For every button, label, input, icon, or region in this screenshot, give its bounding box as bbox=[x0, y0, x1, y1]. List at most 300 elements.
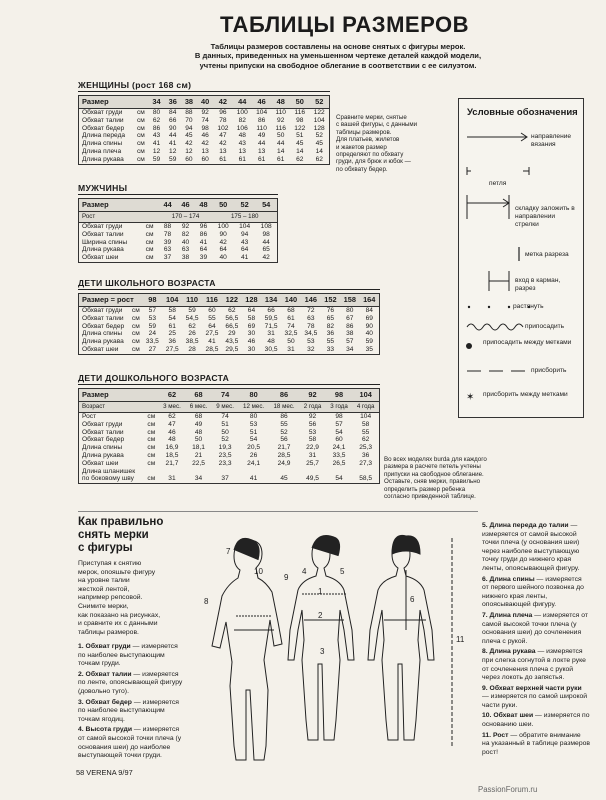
row-label: Обхват груди bbox=[82, 109, 123, 116]
table-cell: 59 bbox=[188, 307, 196, 314]
header-cell: 3 мес. bbox=[159, 402, 186, 413]
table-cell: 128 bbox=[313, 124, 325, 132]
watermark: PassionForum.ru bbox=[478, 785, 538, 794]
text-line: размера в расчете петель учтены bbox=[384, 463, 481, 471]
header-cell: 86 bbox=[269, 389, 299, 402]
row-label: Обхват талии bbox=[82, 314, 124, 322]
table-cell: 100 bbox=[217, 223, 229, 230]
step-text: — измеряется по наиболее выступающим точкам ягодиц. bbox=[78, 698, 179, 723]
table-cell: 28,5 bbox=[277, 451, 291, 459]
preschool-heading: ДЕТИ ДОШКОЛЬНОГО ВОЗРАСТА bbox=[78, 373, 230, 383]
table-cell: 38 bbox=[346, 330, 354, 338]
pocket-opening-icon bbox=[489, 271, 509, 291]
table-cell: 54 bbox=[249, 436, 258, 444]
header-cell: 146 bbox=[301, 294, 321, 307]
table-cell: 90 bbox=[219, 230, 227, 238]
row-label: Длина рукава bbox=[82, 451, 124, 459]
divider bbox=[78, 91, 330, 92]
row-label: Обхват талии bbox=[82, 428, 124, 436]
figure-number: 11 bbox=[456, 635, 465, 644]
header-cell: 92 bbox=[299, 389, 326, 402]
row-unit: см bbox=[131, 314, 140, 322]
table-cell: 25 bbox=[168, 330, 176, 338]
table-cell: 53 bbox=[308, 428, 317, 436]
gather-between-marks-icon bbox=[466, 392, 474, 403]
table-row bbox=[79, 125, 330, 133]
table-cell bbox=[185, 468, 212, 476]
table-cell bbox=[352, 468, 379, 476]
table-cell: 57 bbox=[148, 307, 157, 314]
table-row bbox=[79, 338, 380, 346]
women-size-table bbox=[78, 95, 330, 165]
table-cell: 51 bbox=[249, 428, 258, 436]
table-cell: 71,5 bbox=[264, 322, 278, 330]
legend-label: присборить между метками bbox=[483, 391, 568, 398]
row-unit: см bbox=[131, 338, 140, 346]
header-cell: 6 мес. bbox=[185, 402, 212, 413]
table-row bbox=[79, 421, 380, 429]
header-cell: 68 bbox=[185, 389, 212, 402]
table-cell: 30,5 bbox=[264, 345, 278, 353]
table-cell: 59,5 bbox=[264, 314, 278, 322]
table-cell: 64 bbox=[219, 246, 227, 254]
row-unit: см bbox=[147, 459, 156, 467]
header-cell: 34 bbox=[148, 96, 164, 109]
legend-label: петля bbox=[489, 180, 507, 187]
table-cell: 66 bbox=[169, 116, 177, 124]
table-cell: 122 bbox=[313, 109, 325, 116]
table-row bbox=[79, 315, 380, 323]
step-term: 9. Обхват верхней части руки bbox=[482, 684, 582, 692]
table-cell: 14 bbox=[277, 147, 285, 155]
text-line: Для платьев, жилетов bbox=[336, 136, 400, 144]
table-cell: 22,5 bbox=[192, 459, 205, 467]
row-unit: см bbox=[136, 109, 145, 116]
text-line: Во всех моделях burda для каждого bbox=[384, 456, 487, 463]
row-label: Ширина спины bbox=[82, 238, 128, 246]
table-row bbox=[79, 156, 330, 164]
table-cell: 62 bbox=[315, 155, 323, 163]
measure-title bbox=[78, 516, 163, 555]
table-cell: 38 bbox=[181, 254, 190, 262]
table-cell: 68 bbox=[194, 413, 203, 420]
table-cell: 52 bbox=[221, 436, 229, 444]
text-line: Сравните мерки, снятые bbox=[336, 114, 407, 121]
figure-number: 7 bbox=[226, 547, 231, 556]
text-line: на уровне талии bbox=[78, 577, 130, 585]
table-cell: 59 bbox=[148, 322, 157, 330]
text-line: определяют по обхвату bbox=[336, 151, 404, 159]
legend-label: складку заложить в направлении стрелки bbox=[515, 205, 575, 228]
table-cell: 60 bbox=[201, 155, 209, 163]
row-label: Обхват груди bbox=[82, 420, 123, 428]
header-cell: 62 bbox=[159, 389, 186, 402]
table-cell: 64 bbox=[247, 307, 256, 314]
table-header-row bbox=[79, 294, 380, 307]
table-cell: 21,7 bbox=[165, 459, 179, 467]
table-row bbox=[79, 132, 330, 140]
table-cell: 27,5 bbox=[165, 345, 179, 353]
measure-step bbox=[482, 648, 590, 682]
table-cell: 74 bbox=[201, 116, 209, 124]
table-cell: 59 bbox=[152, 155, 161, 163]
table-cell: 37 bbox=[163, 254, 172, 262]
table-cell: 86 bbox=[280, 413, 288, 420]
text-line: Снимите мерки, bbox=[78, 602, 129, 610]
table-cell: 43 bbox=[152, 132, 161, 140]
header-cell: 46 bbox=[177, 199, 195, 212]
legend-box bbox=[458, 98, 584, 418]
table-cell: 29,5 bbox=[225, 345, 239, 353]
row-label: Длина спины bbox=[82, 330, 123, 338]
table-cell: 100 bbox=[236, 109, 248, 116]
header-label: Размер = рост bbox=[79, 294, 143, 307]
header-cell: 3 года bbox=[326, 402, 353, 413]
header-cell: 52 bbox=[309, 96, 329, 109]
header-label: Рост bbox=[79, 212, 159, 223]
step-text: — измеряется по ленте, опоясывающей фигуру (довольно туго). bbox=[78, 670, 183, 695]
header-cell: 164 bbox=[359, 294, 379, 307]
text-line: таблицы размеров. bbox=[336, 128, 392, 136]
table-header-row bbox=[79, 199, 278, 212]
table-cell: 56 bbox=[308, 420, 317, 428]
table-cell: 82 bbox=[181, 230, 190, 238]
header-cell: 104 bbox=[162, 294, 182, 307]
table-cell: 23,3 bbox=[218, 459, 232, 467]
header-cell: 116 bbox=[202, 294, 222, 307]
table-row bbox=[79, 436, 380, 444]
school-heading: ДЕТИ ШКОЛЬНОГО ВОЗРАСТА bbox=[78, 278, 216, 288]
table-cell: 13 bbox=[238, 147, 246, 155]
table-cell: 90 bbox=[365, 322, 373, 330]
measure-step bbox=[78, 699, 186, 725]
table-cell: 41 bbox=[240, 254, 249, 262]
preschool-size-table bbox=[78, 388, 380, 484]
table-cell: 33,5 bbox=[332, 451, 346, 459]
table-cell: 94 bbox=[185, 124, 193, 132]
table-cell: 104 bbox=[239, 223, 251, 230]
table-cell: 47 bbox=[168, 420, 176, 428]
ease-wave-icon bbox=[467, 324, 523, 330]
page-title: ТАБЛИЦЫ РАЗМЕРОВ bbox=[220, 12, 469, 37]
header-cell: 98 bbox=[326, 389, 353, 402]
men-heading: МУЖЧИНЫ bbox=[78, 183, 128, 193]
table-cell: 49,5 bbox=[306, 475, 319, 483]
header-cell: 4 года bbox=[352, 402, 379, 413]
table-cell: 43 bbox=[240, 238, 249, 246]
table-cell: 44 bbox=[257, 140, 266, 148]
measure-step bbox=[78, 671, 186, 697]
table-cell: 34 bbox=[346, 345, 354, 353]
row-unit: см bbox=[147, 420, 156, 428]
table-cell: 42 bbox=[185, 140, 193, 148]
intro-line: В данных, приведенных на уменьшенном чертеже деталей каждой модели, bbox=[194, 51, 482, 61]
table-cell: 58 bbox=[168, 307, 176, 314]
table-cell: 92 bbox=[201, 109, 209, 116]
table-row bbox=[79, 117, 330, 125]
table-cell: 20,5 bbox=[247, 444, 261, 452]
measure-steps-right bbox=[482, 522, 590, 759]
figure-number: 3 bbox=[320, 647, 325, 656]
header-cell: 50 bbox=[290, 96, 309, 109]
measure-step bbox=[482, 576, 590, 610]
table-cell: 31 bbox=[287, 345, 295, 353]
header-cell: 128 bbox=[242, 294, 261, 307]
table-cell: 45 bbox=[280, 475, 288, 483]
measure-title-line: снять мерки bbox=[78, 529, 149, 541]
table-cell: 61 bbox=[257, 155, 266, 163]
men-size-table bbox=[78, 198, 278, 263]
table-cell: 24,1 bbox=[247, 459, 261, 467]
table-cell: 33,5 bbox=[145, 338, 159, 346]
table-cell: 88 bbox=[185, 109, 193, 116]
table-cell: 54 bbox=[168, 314, 176, 322]
table-cell: 12 bbox=[152, 147, 161, 155]
row-unit: см bbox=[145, 223, 154, 230]
row-label: Обхват шеи bbox=[82, 254, 119, 262]
row-unit: см bbox=[131, 322, 140, 330]
table-cell: 40 bbox=[219, 254, 227, 262]
table-cell: 62 bbox=[296, 155, 304, 163]
header-cell: 42 bbox=[213, 96, 232, 109]
legend-label: припосадить между метками bbox=[483, 339, 572, 346]
step-term: 6. Длина спины bbox=[482, 575, 535, 583]
row-label: Обхват талии bbox=[82, 230, 124, 238]
table-cell: 13 bbox=[257, 147, 266, 155]
table-cell: 26 bbox=[249, 451, 258, 459]
table-cell: 64 bbox=[199, 246, 208, 254]
table-cell: 14 bbox=[296, 147, 304, 155]
header-cell: 122 bbox=[222, 294, 242, 307]
table-row bbox=[79, 323, 380, 331]
table-cell: 31 bbox=[267, 330, 275, 338]
table-cell: 92 bbox=[181, 223, 190, 230]
arrow-right-icon bbox=[467, 133, 527, 141]
table-cell: 61 bbox=[168, 322, 176, 330]
header-cell: 40 bbox=[197, 96, 213, 109]
table-cell: 48 bbox=[194, 428, 203, 436]
table-cell: 46 bbox=[168, 428, 176, 436]
table-cell: 50 bbox=[194, 436, 203, 444]
header-cell: 98 bbox=[142, 294, 162, 307]
table-cell: 40 bbox=[181, 238, 190, 246]
measure-step bbox=[482, 685, 590, 711]
table-cell: 30 bbox=[247, 345, 256, 353]
table-header-row bbox=[79, 212, 278, 223]
table-cell: 92 bbox=[308, 413, 317, 420]
table-row bbox=[79, 148, 330, 156]
row-label: Обхват груди bbox=[82, 223, 123, 230]
table-cell: 37 bbox=[221, 475, 229, 483]
step-term: 10. Обхват шеи bbox=[482, 712, 534, 720]
table-cell: 32 bbox=[307, 345, 315, 353]
table-cell: 58,5 bbox=[359, 475, 373, 483]
table-cell: 41 bbox=[199, 238, 208, 246]
row-unit: см bbox=[131, 330, 140, 338]
table-cell: 55 bbox=[208, 314, 216, 322]
table-cell: 44 bbox=[169, 132, 177, 140]
step-text: — измеряется от первого шейного позвонка до нижнего края ленты, опоясывающей фигуру. bbox=[482, 575, 584, 609]
table-cell: 96 bbox=[219, 109, 227, 116]
step-term: 5. Длина переда до талии bbox=[482, 522, 569, 529]
row-unit: см bbox=[147, 413, 156, 420]
measure-title-line: Как правильно bbox=[78, 516, 164, 528]
table-cell: 24,9 bbox=[277, 459, 291, 467]
table-cell: 39 bbox=[199, 254, 208, 262]
step-text: — измеряется при слегка согнутой в локте руке от сочленения плеча с рукой через локоть до запястья. bbox=[482, 648, 586, 682]
row-unit: см bbox=[145, 230, 154, 238]
table-cell: 23,5 bbox=[218, 451, 232, 459]
table-row bbox=[79, 307, 380, 315]
table-cell: 13 bbox=[219, 147, 227, 155]
table-cell: 96 bbox=[199, 223, 208, 230]
table-row bbox=[79, 140, 330, 148]
table-row bbox=[79, 223, 278, 231]
table-cell: 52 bbox=[280, 428, 288, 436]
table-cell: 12 bbox=[185, 147, 193, 155]
header-cell: 9 мес. bbox=[212, 402, 239, 413]
table-cell: 104 bbox=[360, 413, 372, 420]
row-label: Длина переда bbox=[82, 132, 126, 140]
table-row bbox=[79, 231, 278, 239]
table-cell: 66 bbox=[267, 307, 275, 314]
table-row bbox=[79, 239, 278, 247]
ease-between-marks-icon bbox=[466, 343, 472, 349]
step-text: — измеряется по самой широкой части руки. bbox=[482, 693, 588, 709]
step-term: 11. Рост bbox=[482, 731, 509, 739]
table-cell: 58 bbox=[247, 314, 256, 322]
table-cell: 30 bbox=[247, 330, 256, 338]
step-term: 8. Длина рукава bbox=[482, 648, 536, 656]
table-cell: 68 bbox=[287, 307, 295, 314]
table-cell: 57 bbox=[335, 420, 343, 428]
table-cell: 25,7 bbox=[306, 459, 319, 467]
table-cell: 32,5 bbox=[284, 330, 298, 338]
divider bbox=[78, 194, 278, 195]
school-size-table bbox=[78, 293, 380, 355]
row-unit: см bbox=[136, 147, 145, 155]
table-cell: 49 bbox=[194, 420, 203, 428]
header-label: Размер bbox=[79, 96, 149, 109]
text-line: жесткой лентой, bbox=[78, 585, 130, 593]
table-cell: 58 bbox=[361, 420, 370, 428]
table-cell: 86 bbox=[199, 230, 208, 238]
row-label: Длина рукава bbox=[82, 338, 124, 346]
table-cell: 33 bbox=[326, 345, 335, 353]
table-cell: 28 bbox=[188, 345, 196, 353]
row-label: Обхват шеи bbox=[82, 459, 119, 467]
table-row bbox=[79, 452, 380, 460]
text-line: по обхвату бедер. bbox=[336, 165, 388, 173]
table-cell: 82 bbox=[326, 322, 335, 330]
step-text: — измеряется от самой высокой точки плеча (у основания шеи) до наиболее выступающей точки груди. bbox=[78, 726, 182, 760]
text-line: Приступая к снятию bbox=[78, 560, 142, 567]
table-cell: 18,1 bbox=[192, 444, 205, 452]
table-cell: 58 bbox=[308, 436, 317, 444]
header-label: Размер bbox=[79, 389, 159, 402]
row-unit: см bbox=[147, 451, 156, 459]
table-row bbox=[79, 330, 380, 338]
table-cell: 80 bbox=[346, 307, 354, 314]
table-cell: 61 bbox=[287, 314, 295, 322]
legend-title: Условные обозначения bbox=[467, 107, 578, 118]
header-cell: 104 bbox=[352, 389, 379, 402]
step-text: — измеряется от самой высокой точки плеча (у основания шеи) до сочленения плеча с рукой. bbox=[482, 611, 588, 645]
table-cell: 56 bbox=[280, 436, 288, 444]
table-cell: 46 bbox=[247, 338, 256, 346]
row-unit: см bbox=[145, 238, 154, 246]
women-note bbox=[336, 114, 446, 173]
table-cell: 61 bbox=[238, 155, 246, 163]
text-line: как показано на рисунках, bbox=[78, 611, 161, 619]
table-cell: 63 bbox=[163, 246, 172, 254]
table-cell: 40 bbox=[365, 330, 373, 338]
table-cell: 47 bbox=[219, 132, 227, 140]
table-cell: 67 bbox=[346, 314, 354, 322]
figure-number: 4 bbox=[302, 567, 307, 576]
table-cell bbox=[159, 468, 186, 476]
table-cell: 86 bbox=[152, 124, 161, 132]
row-unit: см bbox=[136, 140, 145, 148]
table-row bbox=[79, 254, 278, 262]
table-cell: 43,5 bbox=[225, 338, 239, 346]
table-cell: 50 bbox=[277, 132, 285, 140]
table-cell: 49 bbox=[257, 132, 266, 140]
table-cell: 116 bbox=[294, 109, 306, 116]
table-cell: 98 bbox=[201, 124, 209, 132]
row-unit: см bbox=[147, 475, 156, 483]
text-line: мерок, опояшьте фигуру bbox=[78, 568, 156, 576]
figure-number: 5 bbox=[340, 567, 345, 576]
header-cell: 50 bbox=[212, 199, 233, 212]
figure-back-view bbox=[368, 535, 434, 740]
table-cell: 104 bbox=[313, 116, 325, 124]
table-cell: 36 bbox=[168, 338, 176, 346]
header-label: Возраст bbox=[79, 402, 159, 413]
table-cell: 72 bbox=[307, 307, 315, 314]
table-cell: 65 bbox=[262, 246, 270, 254]
table-cell: 53 bbox=[148, 314, 157, 322]
table-cell: 90 bbox=[169, 124, 177, 132]
table-cell: 34,5 bbox=[304, 330, 318, 338]
table-cell: 86 bbox=[257, 116, 266, 124]
table-cell: 64 bbox=[240, 246, 249, 254]
row-label: по боковому шву bbox=[82, 475, 134, 483]
table-cell: 55 bbox=[326, 338, 335, 346]
table-cell: 88 bbox=[163, 223, 172, 230]
table-cell: 61 bbox=[219, 155, 227, 163]
page-footer: 58 VERENA 9/97 bbox=[76, 768, 133, 777]
figure-number: 10 bbox=[254, 567, 263, 576]
row-label: Обхват бедер bbox=[82, 436, 125, 444]
table-cell: 56,5 bbox=[225, 314, 239, 322]
figure-number: 1 bbox=[318, 587, 323, 596]
table-cell: 61 bbox=[277, 155, 285, 163]
row-label: Рост bbox=[82, 413, 97, 420]
table-cell: 26,5 bbox=[332, 459, 346, 467]
preschool-note bbox=[384, 456, 504, 500]
table-cell: 59 bbox=[169, 155, 177, 163]
table-cell: 45 bbox=[185, 132, 193, 140]
table-cell: 51 bbox=[221, 420, 229, 428]
header-cell: 44 bbox=[233, 96, 252, 109]
table-cell: 29 bbox=[228, 330, 236, 338]
figure-side-view bbox=[212, 538, 282, 760]
legend-label: метка разреза bbox=[525, 251, 569, 258]
table-cell: 98 bbox=[335, 413, 343, 420]
text-line: Оставьте, сняв мерки, правильно bbox=[384, 478, 481, 486]
table-cell: 54,5 bbox=[185, 314, 199, 322]
